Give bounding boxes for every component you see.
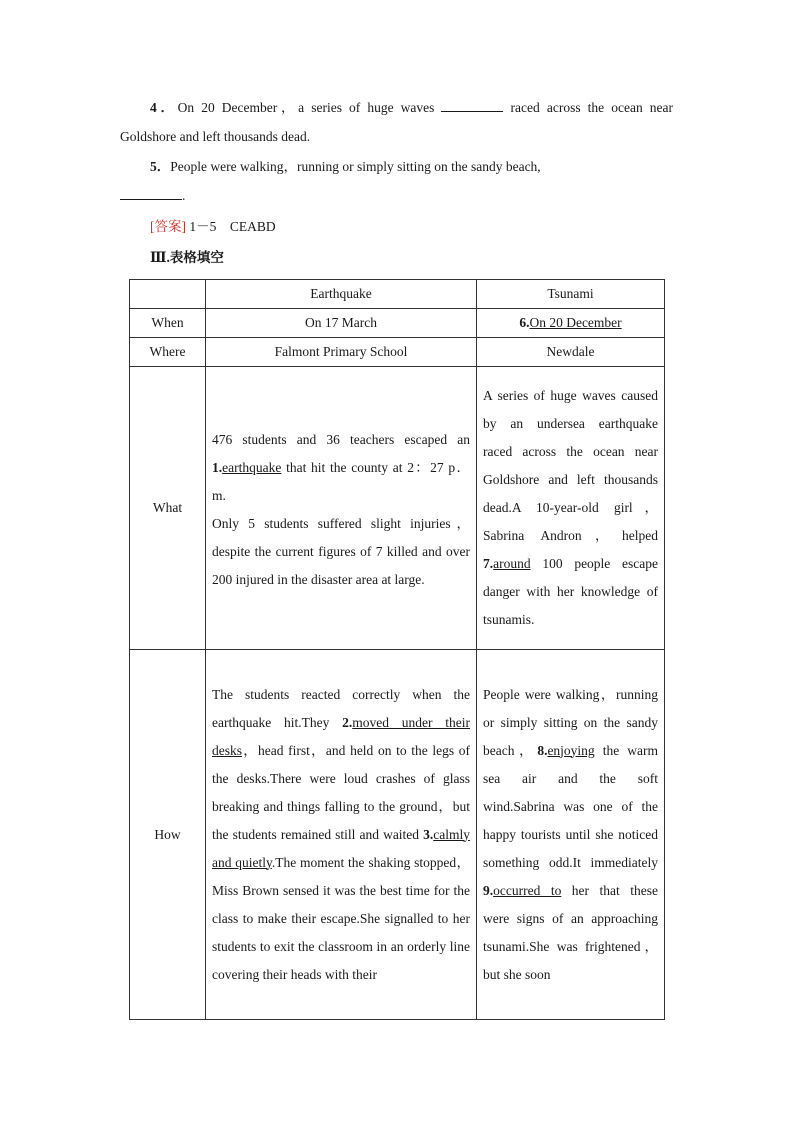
filled-answer[interactable]: On 20 December — [529, 315, 622, 330]
blank-number: 8. — [537, 742, 548, 758]
what-earthquake — [206, 367, 477, 650]
blank-number: 3. — [423, 826, 434, 842]
cell-text: that hit the county at 2：27 p．m. — [212, 460, 470, 503]
blank-number: 2. — [342, 714, 353, 730]
table-row-where — [130, 338, 665, 367]
where-tsunami: Newdale — [477, 338, 665, 367]
header-cell-tsunami: Tsunami — [477, 280, 665, 309]
table-header-row — [130, 280, 665, 309]
question-4 — [120, 93, 673, 151]
answer-text: 1－5 CEABD — [189, 219, 276, 234]
where-earthquake: Falmont Primary School — [206, 338, 477, 367]
cell-text: ，head first，and held on to the legs of the desks.There were loud crashes of glass breaking and things falling to the ground，but the students remained still and waited — [212, 742, 470, 842]
filled-answer[interactable]: around — [493, 556, 531, 571]
cell-text: A series of huge waves caused by an undersea earthquake raced across the ocean near Goldshore and left thousands dead.A 10-year-old girl，Sabrina Andron，helped — [483, 388, 658, 543]
cell-text: .The moment the shaking stopped，Miss Brown sensed it was the best time for the class to make their escape.She signalled to her students to exit the classroom in an orderly line covering their heads with their — [212, 854, 471, 982]
how-tsunami — [477, 650, 665, 1020]
how-earthquake — [206, 650, 477, 1020]
cell-text: 100 people escape danger with her knowledge of tsunamis. — [483, 556, 658, 627]
filled-answer[interactable]: earthquake — [222, 460, 282, 475]
answer-blank[interactable] — [120, 185, 182, 200]
question-text: raced across the ocean near Goldshore and left thousands dead. — [120, 100, 674, 144]
blank-number: 7. — [483, 556, 494, 571]
table-row-what — [130, 367, 665, 650]
cell-text: her that these were signs of an approaching tsunami.She was frightened，but she soon — [483, 882, 658, 982]
header-cell-empty — [130, 280, 206, 309]
cell-text: the warm sea air and the soft wind.Sabrina was one of the happy tourists until she noticed something odd.It immediately — [483, 742, 658, 870]
table-row-when — [130, 309, 665, 338]
filled-answer[interactable]: enjoying — [547, 742, 595, 758]
question-number: 4． — [150, 100, 178, 115]
when-tsunami — [477, 309, 665, 338]
what-tsunami — [477, 367, 665, 650]
cell-text: 476 students and 36 teachers escaped an — [212, 432, 470, 447]
cell-text: The students reacted correctly when the earthquake hit.They — [212, 686, 470, 730]
answer-tag: [答案] — [150, 219, 186, 234]
blank-number: 1. — [212, 460, 223, 475]
row-label: What — [130, 367, 206, 650]
filled-answer[interactable]: calmly and quietly — [212, 826, 470, 870]
cell-text: People were walking，running or simply sitting on the sandy beach， — [483, 686, 658, 758]
section-title: Ⅲ.表格填空 — [150, 250, 224, 265]
what-earthquake-para-1 — [212, 426, 470, 510]
row-label: Where — [130, 338, 206, 367]
question-text: People were walking，running or simply sitting on the sandy beach, — [170, 159, 541, 174]
what-earthquake-para-2: Only 5 students suffered slight injuries，despite the current figures of 7 killed and over 200 injured in the disaster area at large. — [212, 516, 470, 587]
header-cell-earthquake: Earthquake — [206, 280, 477, 309]
question-5 — [120, 152, 673, 210]
question-text: On 20 December，a series of huge waves — [177, 100, 442, 115]
answer-blank[interactable] — [441, 97, 503, 112]
fill-in-table — [129, 279, 665, 1020]
when-earthquake: On 17 March — [206, 309, 477, 338]
row-label: When — [130, 309, 206, 338]
question-text: . — [182, 188, 186, 203]
row-label: How — [130, 650, 206, 1020]
blank-number: 9. — [483, 882, 494, 898]
filled-answer[interactable]: moved under their desks — [212, 714, 470, 758]
table-row-how — [130, 650, 665, 1020]
question-number: 5． — [150, 159, 171, 174]
answer-line — [150, 215, 276, 239]
blank-number: 6. — [519, 315, 530, 330]
filled-answer[interactable]: occurred to — [493, 882, 562, 898]
